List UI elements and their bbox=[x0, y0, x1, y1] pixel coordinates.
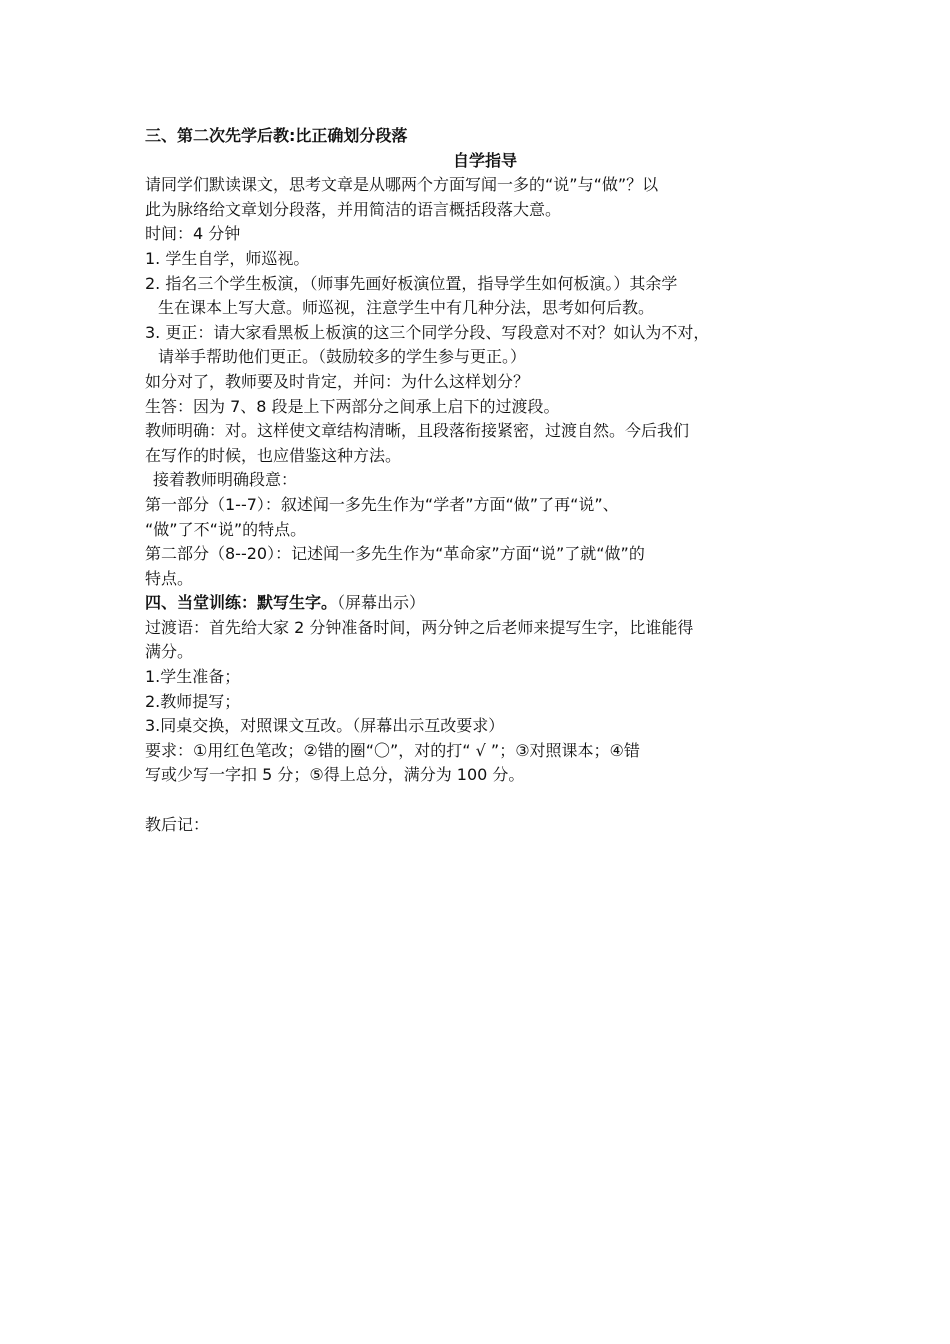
next-line: 接着教师明确段意： bbox=[153, 470, 298, 490]
transition-line-1: 过渡语：首先给大家 2 分钟准备时间，两分钟之后老师来提写生字，比谁能得 bbox=[145, 617, 694, 637]
requirement-line-1: 要求：①用红色笔改；②错的圈“〇”，对的打“ √ ”；③对照课本；④错 bbox=[145, 740, 640, 760]
part-1-line-2: “做”了不“说”的特点。 bbox=[145, 519, 307, 539]
intro-line-1: 请同学们默读课文，思考文章是从哪两个方面写闻一多的“说”与“做”？以 bbox=[145, 175, 659, 195]
part-2-line-2: 特点。 bbox=[145, 568, 194, 588]
heading-4-note: （屏幕出示） bbox=[337, 593, 426, 613]
part-1-line-1: 第一部分（1--7）：叙述闻一多先生作为“学者”方面“做”了再“说”、 bbox=[145, 494, 619, 514]
requirement-line-2: 写或少写一字扣 5 分；⑤得上总分，满分为 100 分。 bbox=[145, 765, 525, 785]
teacher-line-1: 教师明确：对。这样使文章结构清晰，且段落衔接紧密，过渡自然。今后我们 bbox=[145, 421, 690, 441]
blank-line bbox=[145, 788, 825, 813]
step-3-line-1: 3. 更正：请大家看黑板上板演的这三个同学分段、写段意对不对？如认为不对， bbox=[145, 322, 710, 342]
afterword-label: 教后记： bbox=[145, 814, 210, 834]
step-2-line-1: 2. 指名三个学生板演，（师事先画好板演位置，指导学生如何板演。）其余学 bbox=[145, 273, 678, 293]
document-page bbox=[145, 124, 825, 837]
intro-line-2: 此为脉络给文章划分段落，并用简洁的语言概括段落大意。 bbox=[145, 199, 562, 219]
section-subtitle: 自学指导 bbox=[452, 150, 517, 170]
train-step-2: 2.教师提写； bbox=[145, 691, 241, 711]
train-step-3: 3.同桌交换，对照课文互改。（屏幕出示互改要求） bbox=[145, 716, 505, 736]
step-3-line-2: 请举手帮助他们更正。（鼓励较多的学生参与更正。） bbox=[158, 347, 527, 367]
teacher-line-2: 在写作的时候，也应借鉴这种方法。 bbox=[145, 445, 402, 465]
step-2-line-2: 生在课本上写大意。师巡视，注意学生中有几种分法，思考如何后教。 bbox=[158, 298, 655, 318]
heading-4-bold: 四、当堂训练：默写生字。 bbox=[145, 593, 338, 613]
part-2-line-1: 第二部分（8--20）：记述闻一多先生作为“革命家”方面“说”了就“做”的 bbox=[145, 544, 645, 564]
student-answer: 生答：因为 7、8 段是上下两部分之间承上启下的过渡段。 bbox=[145, 396, 560, 416]
section-heading-4 bbox=[145, 591, 825, 616]
transition-line-2: 满分。 bbox=[145, 642, 194, 662]
train-step-1: 1.学生准备； bbox=[145, 667, 241, 687]
step-1: 1. 学生自学，师巡视。 bbox=[145, 248, 310, 268]
time-line: 时间：4 分钟 bbox=[145, 224, 241, 244]
affirm-line: 如分对了，教师要及时肯定，并问：为什么这样划分？ bbox=[145, 371, 530, 391]
section-heading-3: 三、第二次先学后教:比正确划分段落 bbox=[145, 126, 408, 145]
